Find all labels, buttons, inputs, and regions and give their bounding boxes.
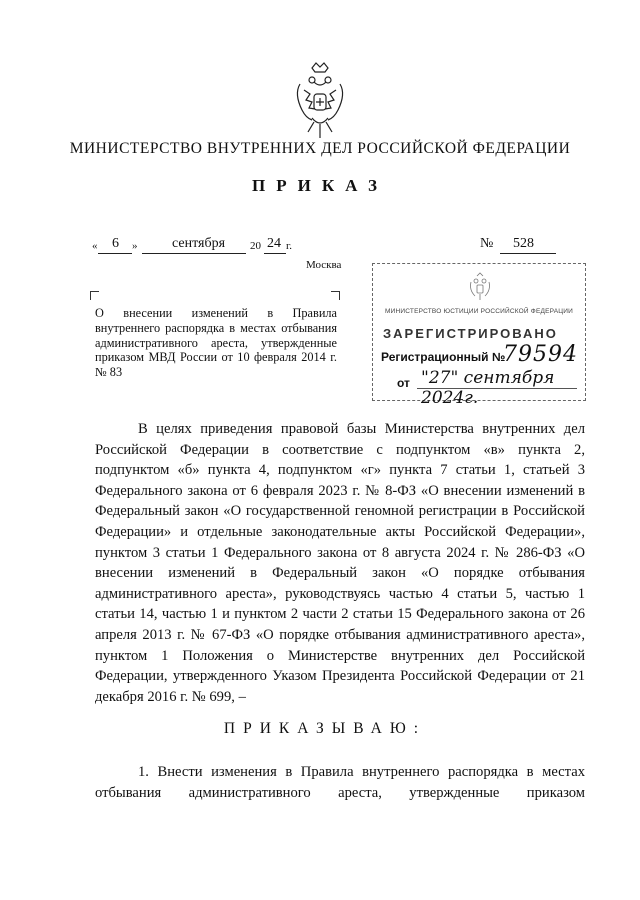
subject-bracket-right <box>331 291 340 300</box>
order-number <box>480 234 560 256</box>
coat-of-arms-emblem <box>290 60 350 142</box>
document-type: ПРИКАЗ <box>252 176 388 195</box>
stamp-date: "27" сентября 2024г. <box>421 368 555 408</box>
date-year-underline <box>264 253 286 254</box>
stamp-registered: ЗАРЕГИСТРИРОВАНО <box>383 326 558 341</box>
date-day: 6 <box>112 236 119 251</box>
date-month-underline <box>142 253 246 254</box>
date-month: сентября <box>172 236 226 251</box>
date-year-suffix: 24 <box>267 236 281 251</box>
order-item-1 <box>95 762 585 825</box>
stamp-ministry: МИНИСТЕРСТВО ЮСТИЦИИ РОССИЙСКОЙ ФЕДЕРАЦИИ <box>384 308 574 315</box>
number-value: 528 <box>513 236 534 251</box>
number-sign: № <box>480 236 494 251</box>
date-quote-close: » <box>132 240 138 252</box>
item-1-text: 1. Внести изменения в Правила внутреннего распорядка в местах отбывания административного ареста, утвержденные приказом <box>95 764 585 801</box>
stamp-emblem-icon <box>468 272 492 302</box>
date-year-abbr: г. <box>286 240 293 252</box>
stamp-date-underline <box>417 388 577 389</box>
date-year-prefix: 20 <box>250 240 261 252</box>
decree-heading: ПРИКАЗЫВАЮ: <box>223 720 427 737</box>
preamble-section <box>95 419 585 707</box>
stamp-regnum: 79594 <box>503 342 578 367</box>
registration-stamp <box>372 263 586 408</box>
subject-bracket-left <box>90 291 99 300</box>
order-subject: О внесении изменений в Правила внутреннего распорядка в местах отбывания административного ареста, утвержденные приказом МВД России от 10 февраля 2014 г. № 83 <box>95 306 337 380</box>
stamp-ot-label: от <box>397 376 410 390</box>
order-date <box>92 234 302 256</box>
date-day-underline <box>98 253 132 254</box>
city: Москва <box>306 259 342 271</box>
ministry-name: МИНИСТЕРСТВО ВНУТРЕННИХ ДЕЛ РОССИЙСКОЙ ФЕДЕРАЦИИ <box>69 140 571 157</box>
stamp-regnum-label: Регистрационный № <box>381 350 506 364</box>
number-underline <box>500 253 556 254</box>
preamble-paragraph: В целях приведения правовой базы Министерства внутренних дел Российской Федерации в соответствие с подпунктом «в» пункта 2, подпунктом «б» пункта 4, подпунктом «г» пункта 7 статьи 1, статьей 3 Федерального закона от 6 февраля 2023 г. № 8-ФЗ «О внесении изменений в Федеральный закон «О государственной геномной регистрации в Российской Федерации» и отдельные законодательные акты Российской Федерации», пунктом 3 статьи 1 Федерального закона от 8 августа 2024 г. № 286-ФЗ «О внесении изменений в Федеральный закон «О порядке отбывания административного ареста», руководствуясь частью 4 статьи 5, частью 1 статьи 14, частью 1 и пунктом 2 части 2 статьи 15 Федерального закона от 26 апреля 2013 г. № 67-ФЗ «О порядке отбывания административного ареста», пунктом 1 Положения о Министерстве внутренних дел Российской Федерации, утвержденного Указом Президента Российской Федерации от 21 декабря 2016 г. № 699, – <box>95 421 585 705</box>
date-quote-open: « <box>92 240 98 252</box>
